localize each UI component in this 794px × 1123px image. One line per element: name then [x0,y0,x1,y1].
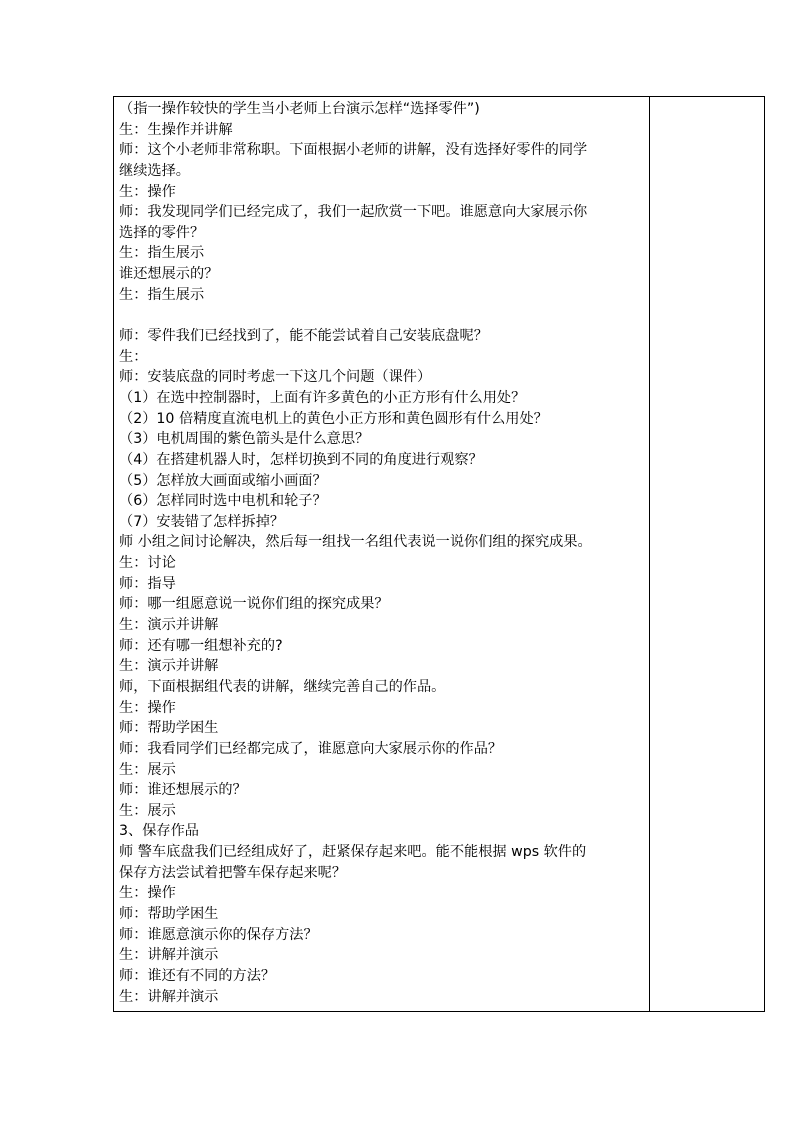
lesson-line: 师：指导 [119,575,176,592]
lesson-line: 谁还想展示的？ [119,266,219,283]
lesson-line: 生：讲解并演示 [119,947,219,964]
lesson-line: 师 小组之间讨论解决，然后每一组找一名组代表说一说你们组的探究成果。 [119,534,592,551]
lesson-line: 生：展示 [119,761,176,778]
lesson-line: 生：操作 [119,699,176,716]
lesson-line: 选择的零件？ [119,224,205,241]
lesson-line: 生：讲解并演示 [119,988,219,1005]
lesson-line: 生：演示并讲解 [119,658,219,675]
lesson-line: 生： [119,348,148,365]
lesson-line: 生：生操作并讲解 [119,121,233,138]
lesson-line: （指一操作较快的学生当小老师上台演示怎样“选择零件”) [119,101,480,117]
lesson-line: 师 警车底盘我们已经组成好了，赶紧保存起来吧。能不能根据 wps 软件的 [119,844,587,861]
lesson-line: 生：展示 [119,802,176,819]
lesson-line: 师：我看同学们已经都完成了，谁愿意向大家展示你的作品？ [119,740,503,757]
blank-line [119,305,649,326]
question-item: （1）在选中控制器时，上面有许多黄色的小正方形有什么用处？ [119,389,526,406]
lesson-plan-table [113,96,765,1012]
lesson-line: 生：讨论 [119,555,176,572]
lesson-line: 师：谁还想展示的？ [119,782,247,799]
section-heading: 3、保存作品 [119,823,199,840]
lesson-line: 生：演示并讲解 [119,617,219,634]
lesson-line: 师：还有哪一组想补充的? [119,637,283,654]
lesson-line: 师：帮助学困生 [119,905,219,922]
lesson-line: 师，下面根据组代表的讲解，继续完善自己的作品。 [119,678,446,695]
lesson-line: 生：操作 [119,885,176,902]
notes-cell [650,97,764,1011]
lesson-line: 师：谁愿意演示你的保存方法？ [119,926,318,943]
lesson-line: 继续选择。 [119,162,190,179]
question-item: （5）怎样放大画面或缩小画面？ [119,472,327,489]
question-item: （3）电机周围的紫色箭头是什么意思？ [119,431,370,448]
lesson-line: 师：零件我们已经找到了，能不能尝试着自己安装底盘呢？ [119,328,488,345]
lesson-line: 师：哪一组愿意说一说你们组的探究成果？ [119,596,389,613]
question-item: （4）在搭建机器人时，怎样切换到不同的角度进行观察？ [119,451,483,468]
question-item: （7）安装错了怎样拆掉？ [119,513,285,530]
question-item: （6）怎样同时选中电机和轮子？ [119,493,327,510]
question-item: （2）10 倍精度直流电机上的黄色小正方形和黄色圆形有什么用处？ [119,410,548,427]
lesson-content-cell [114,97,650,1011]
lesson-line: 生：指生展示 [119,286,205,303]
lesson-line: 师：谁还有不同的方法？ [119,967,276,984]
lesson-line: 保存方法尝试着把警车保存起来呢？ [119,864,347,881]
lesson-line: 师：这个小老师非常称职。下面根据小老师的讲解，没有选择好零件的同学 [119,142,588,159]
lesson-line: 师：帮助学困生 [119,720,219,737]
lesson-line: 师：安装底盘的同时考虑一下这几个问题（课件） [119,369,432,386]
lesson-line: 生：指生展示 [119,245,205,262]
lesson-line: 生：操作 [119,183,176,200]
lesson-line: 师：我发现同学们已经完成了，我们一起欣赏一下吧。谁愿意向大家展示你 [119,204,588,221]
